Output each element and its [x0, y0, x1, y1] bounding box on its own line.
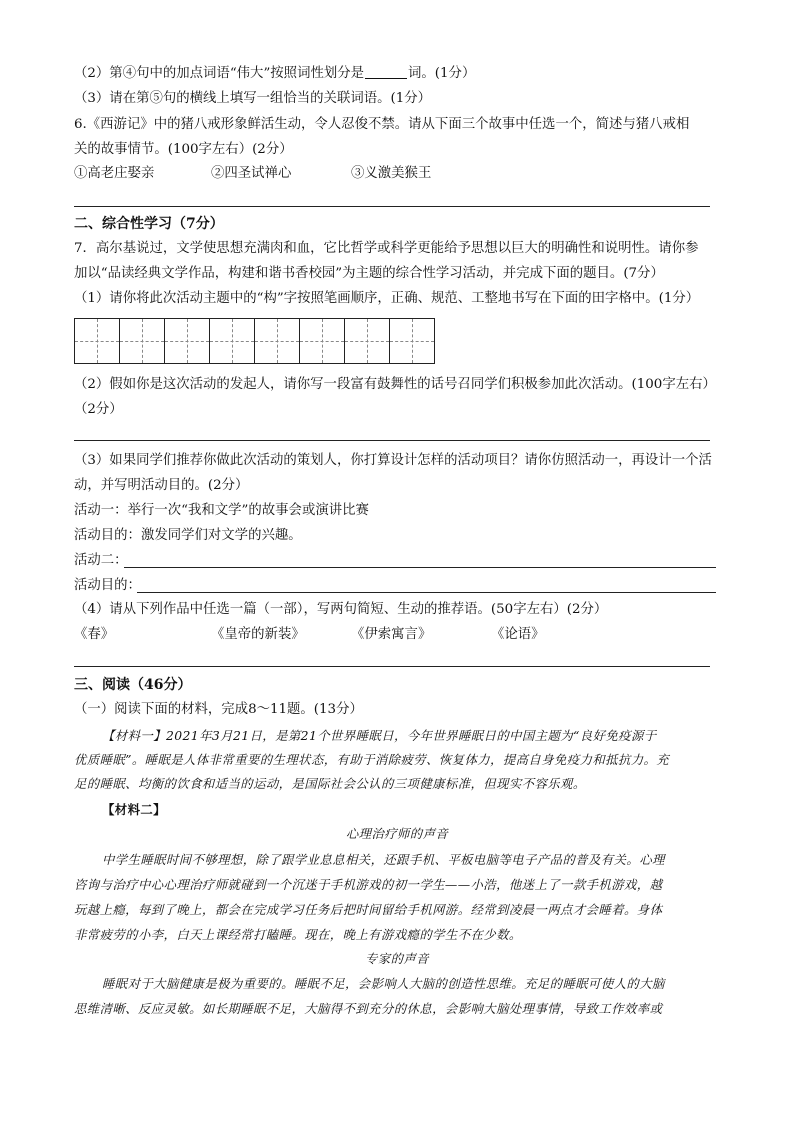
- question-7-4: （4）请从下列作品中任选一篇（一部），写两句简短、生动的推荐语。(50字左右）(2分）: [74, 602, 608, 617]
- grid-cell[interactable]: [209, 318, 255, 364]
- material-2-p1-line2: 咨询与治疗中心心理治疗师就碰到一个沉迷于手机游戏的初一学生——小浩，他迷上了一款手机游戏，越: [74, 877, 663, 892]
- material-2-label: 【材料二】: [102, 802, 166, 817]
- activity-2-answer-line[interactable]: [124, 567, 716, 568]
- works-list: [74, 626, 545, 644]
- purpose-2-answer-line[interactable]: [137, 592, 716, 593]
- activity-2-label: 活动二：: [74, 553, 128, 568]
- question-7-line2: 加以“品读经典文学作品，构建和谐书香校园”为主题的综合性学习活动，并完成下面的题目。(7分）: [74, 266, 664, 281]
- material-1-line3: 足的睡眠、均衡的饮食和适当的运动，是国际社会公认的三项健康标准，但现实不容乐观。: [74, 776, 586, 791]
- expert-voice-title: 专家的声音: [365, 951, 429, 966]
- material-2-p1-line4: 非常疲劳的小李，白天上课经常打瞌睡。现在，晚上有游戏瘾的学生不在少数。: [74, 927, 522, 942]
- purpose-1: 活动目的：激发同学们对文学的兴趣。: [74, 528, 302, 543]
- grid-cell[interactable]: [299, 318, 345, 364]
- option-2: ②四圣试禅心: [211, 166, 292, 181]
- question-7-line1: 7．高尔基说过，文学使思想充满肉和血，它比哲学或科学更能给予思想以巨大的明确性和说明性。请你参: [74, 241, 699, 256]
- question-6-options: [74, 165, 431, 183]
- reading-1-instruction: （一）阅读下面的材料，完成8～11题。(13分）: [74, 702, 363, 717]
- question-6-line1: 6.《西游记》中的猪八戒形象鲜活生动，令人忍俊不禁。请从下面三个故事中任选一个，简述与猪八戒相: [74, 117, 690, 132]
- answer-line[interactable]: [74, 666, 710, 667]
- question-7-3-line2: 动，并写明活动目的。(2分）: [74, 478, 249, 493]
- question-7-2-line1: （2）假如你是这次活动的发起人，请你写一段富有鼓舞性的话号召同学们积极参加此次活动。(100字左右）: [74, 377, 716, 392]
- material-2-p2-line1: 睡眠对于大脑健康是极为重要的。睡眠不足，会影响人大脑的创造性思维。充足的睡眠可使人的大脑: [102, 976, 665, 991]
- answer-blank[interactable]: [365, 64, 407, 79]
- grid-cell[interactable]: [119, 318, 165, 364]
- answer-line[interactable]: [74, 440, 710, 441]
- work-3: 《伊索寓言》: [351, 627, 432, 642]
- answer-line[interactable]: [74, 206, 710, 207]
- option-1: ①高老庄娶亲: [74, 166, 155, 181]
- question-6-line2: 关的故事情节。(100字左右）(2分）: [74, 142, 293, 157]
- section-2-heading: 二、综合性学习（7分）: [74, 216, 224, 232]
- purpose-2-label: 活动目的：: [74, 578, 141, 593]
- material-2-p1-line1: 中学生睡眠时间不够理想，除了跟学业息息相关，还跟手机、平板电脑等电子产品的普及有关。心理: [102, 852, 665, 867]
- work-4: 《论语》: [491, 627, 545, 642]
- option-3: ③义激美猴王: [351, 166, 432, 181]
- grid-cell[interactable]: [254, 318, 300, 364]
- question-7-3-line1: （3）如果同学们推荐你做此次活动的策划人，你打算设计怎样的活动项目？请你仿照活动一，再设计一个活: [74, 453, 712, 468]
- grid-cell[interactable]: [164, 318, 210, 364]
- work-2: 《皇帝的新装》: [211, 627, 305, 642]
- question-5-2: （2）第④句中的加点词语“伟大”按照词性划分是 词。(1分）: [74, 66, 476, 81]
- material-2-p2-line2: 思维清晰、反应灵敏。如长期睡眠不足，大脑得不到充分的休息，会影响大脑处理事情，导致工作效率或: [74, 1001, 663, 1016]
- tianzige-grid[interactable]: [74, 318, 435, 364]
- material-1-line2: 优质睡眠”。睡眠是人体非常重要的生理状态，有助于消除疲劳、恢复体力，提高自身免疫力和抵抗力。充: [74, 752, 670, 767]
- material-1-line1: 【材料一】2021年3月21日，是第21个世界睡眠日，今年世界睡眠日的中国主题为“良好免疫源于: [102, 728, 657, 743]
- material-2-p1-line3: 玩越上瘾，每到了晚上，都会在完成学习任务后把时间留给手机网游。经常到凌晨一两点才会睡着。身体: [74, 902, 663, 917]
- question-7-2-line2: （2分）: [74, 402, 123, 417]
- section-3-heading: 三、阅读（46分）: [74, 677, 192, 693]
- question-7-1: （1）请你将此次活动主题中的“构”字按照笔画顺序，正确、规范、工整地书写在下面的田字格中。(1分）: [74, 291, 700, 306]
- grid-cell[interactable]: [74, 318, 120, 364]
- activity-1: 活动一：举行一次“我和文学”的故事会或演讲比赛: [74, 503, 369, 518]
- material-2-title: 心理治疗师的声音: [345, 826, 449, 841]
- work-1: 《春》: [74, 627, 115, 642]
- question-5-3: （3）请在第⑤句的横线上填写一组恰当的关联词语。(1分）: [74, 91, 432, 106]
- grid-cell[interactable]: [344, 318, 390, 364]
- grid-cell[interactable]: [389, 318, 435, 364]
